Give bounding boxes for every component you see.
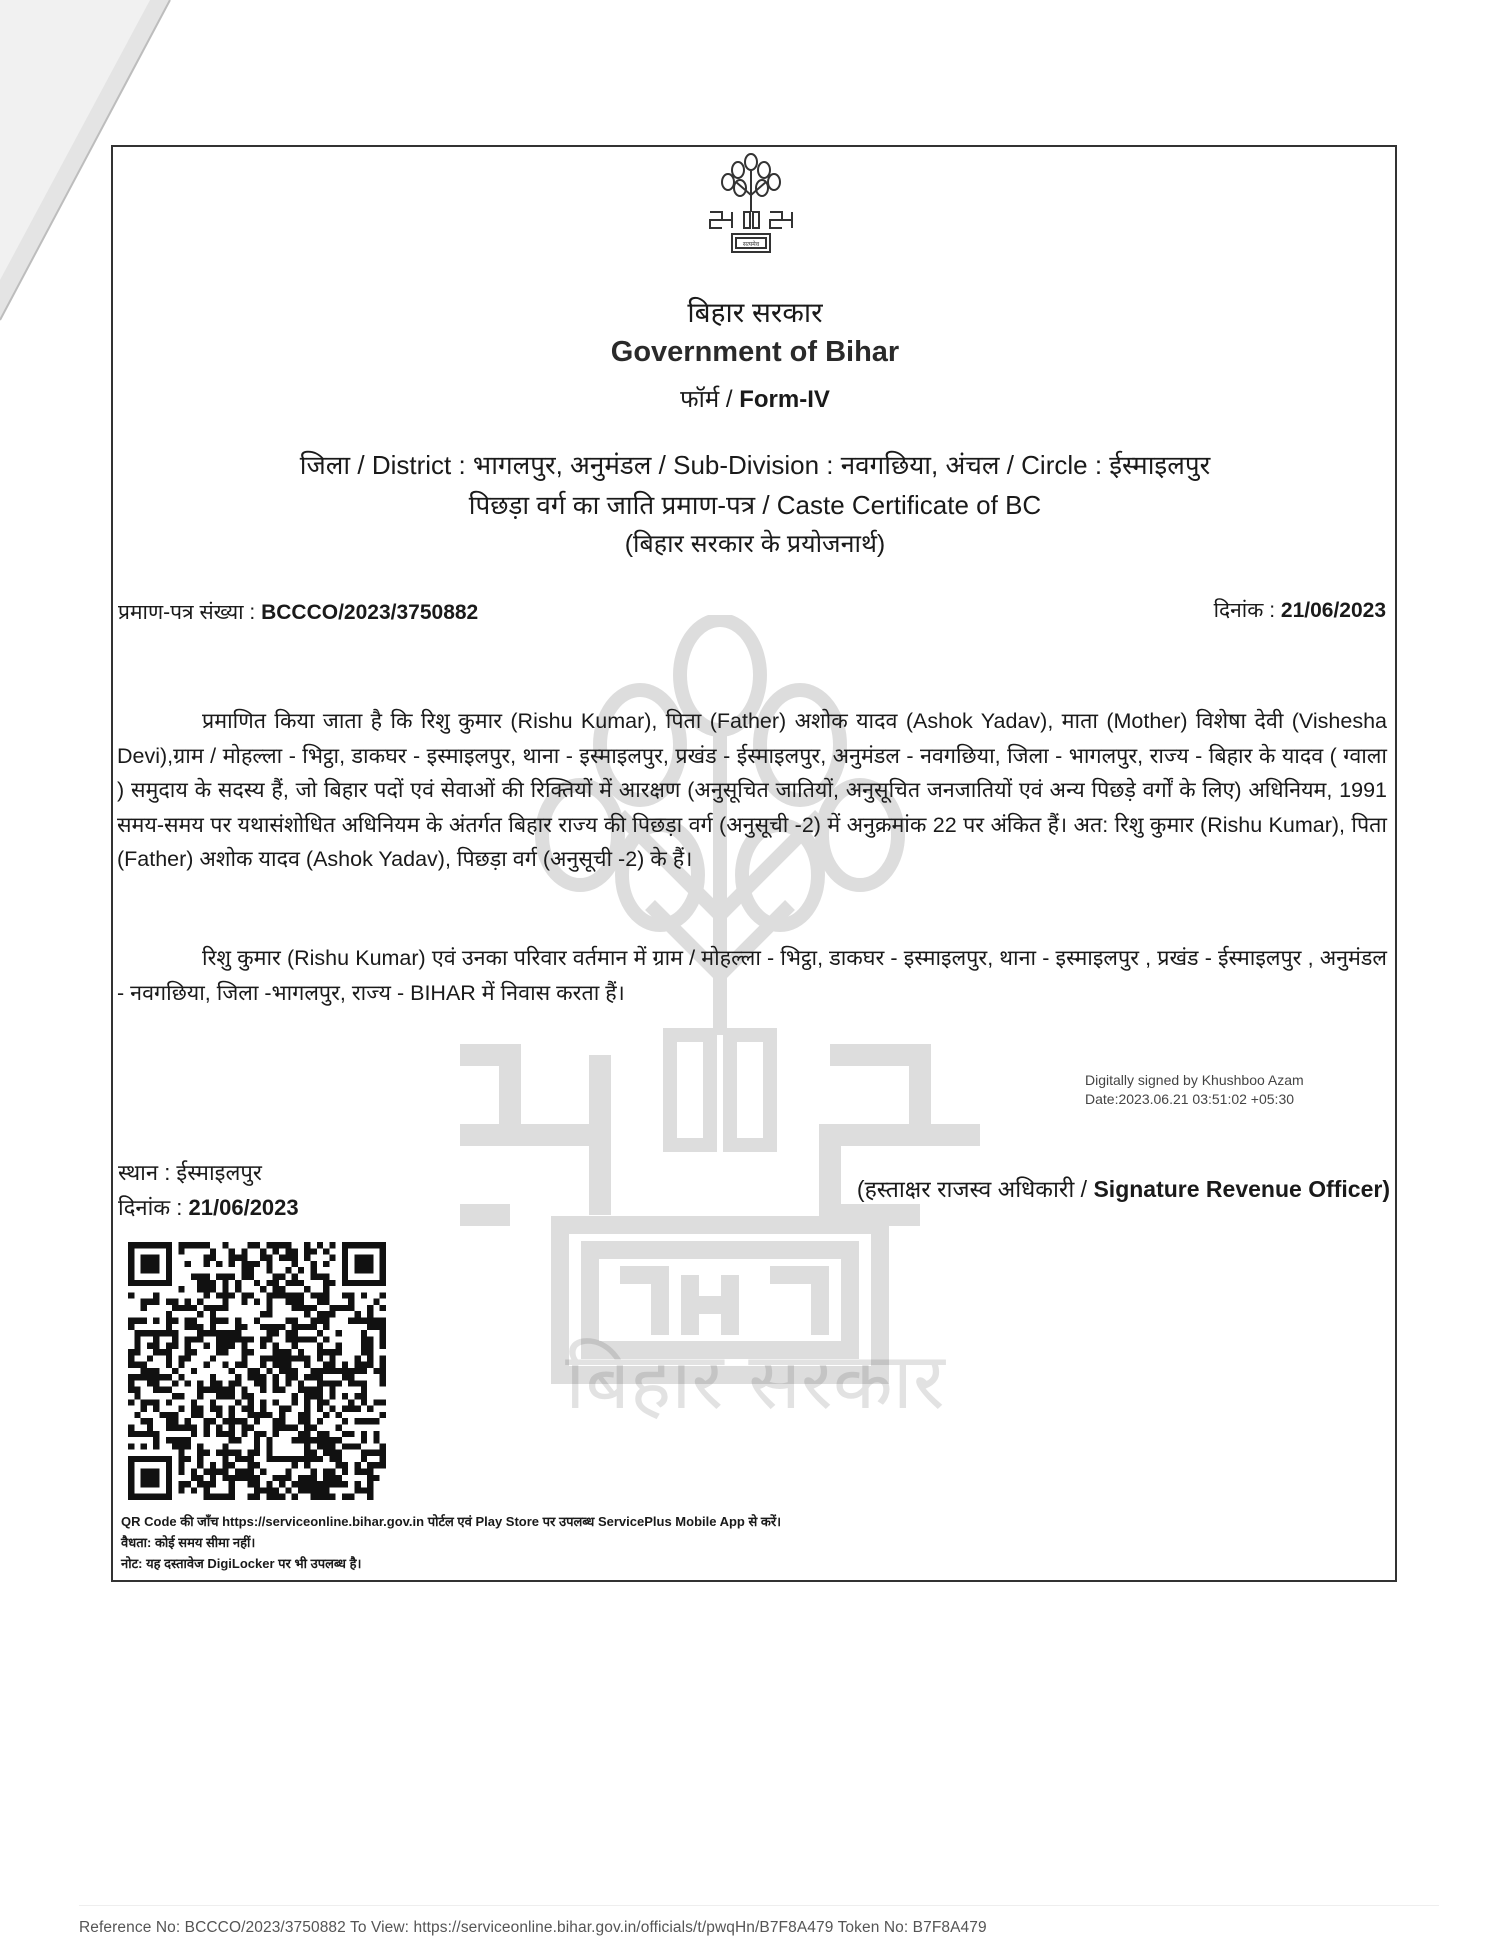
- title-hindi: बिहार सरकार: [687, 297, 823, 328]
- digital-signature-date: Date:2023.06.21 03:51:02 +05:30: [1085, 1091, 1295, 1107]
- signature-label-english: Signature Revenue Officer): [1093, 1176, 1390, 1202]
- form-label: Form-IV: [739, 386, 830, 413]
- signature-label-hindi: (हस्ताक्षर राजस्व अधिकारी /: [856, 1176, 1094, 1202]
- district-line: जिला / District : भागलपुर, अनुमंडल / Sub-Division : नवगछिया, अंचल / Circle : ईस्माइलपुर: [299, 450, 1211, 480]
- bihar-emblem-icon: [696, 150, 806, 260]
- purpose-line: (बिहार सरकार के प्रयोजनार्थ): [624, 530, 886, 558]
- caste-line: पिछड़ा वर्ग का जाति प्रमाण-पत्र / Caste Certificate of BC: [468, 490, 1042, 520]
- issue-date-label: दिनांक :: [118, 1195, 189, 1220]
- place: [118, 1157, 262, 1187]
- watermark-text: बिहार सरकार: [565, 1337, 945, 1427]
- title-english: Government of Bihar: [610, 336, 900, 368]
- place-label: स्थान :: [118, 1160, 177, 1185]
- place-value: ईस्माइलपुर: [176, 1160, 262, 1185]
- issue-date: [118, 1192, 299, 1222]
- reference-line: Reference No: BCCCO/2023/3750882 To View: https://serviceonline.bihar.gov.in/officials/t/pwqHn/B7F8A479 Token No: B7F8A479: [79, 1919, 987, 1936]
- certificate-date-value: 21/06/2023: [1280, 599, 1386, 622]
- certificate-date: [1214, 596, 1386, 624]
- certificate-number: [118, 598, 478, 626]
- digilocker-note: नोट: यह दस्तावेज DigiLocker पर भी उपलब्ध है।: [121, 1556, 362, 1571]
- body-paragraph-2: रिशु कुमार (Rishu Kumar) एवं उनका परिवार वर्तमान में ग्राम / मोहल्ला - भिट्ठा, डाकघर - इस्माइलपुर, थाना - इस्माइलपुर , प्रखंड - ईस्माइलपुर , अनुमंडल - नवगछिया, जिला -भागलपुर, राज्य - BIHAR में निवास करता हैं।: [117, 946, 1387, 1005]
- body-paragraph-1: प्रमाणित किया जाता है कि रिशु कुमार (Rishu Kumar), पिता (Father) अशोक यादव (Ashok Yadav), माता (Mother) विशेषा देवी (Vishesha Devi),ग्राम / मोहल्ला - भिट्ठा, डाकघर - इस्माइलपुर, थाना - इस्माइलपुर, प्रखंड - ईस्माइलपुर, अनुमंडल - नवगछिया, जिला - भागलपुर, राज्य - बिहार के यादव ( ग्वाला ) समुदाय के सदस्य हैं, जो बिहार पदों एवं सेवाओं की रिक्तियों में आरक्षण (अनुसूचित जातियों, अनुसूचित जनजातियों एवं अन्य पिछड़े वर्गों के लिए) अधिनियम, 1991 समय-समय पर यथासंशोधित अधिनियम के अंतर्गत बिहार राज्य की पिछड़ा वर्ग (अनुसूची -2) में अनुक्रमांक 22 पर अंकित हैं। अत: रिशु कुमार (Rishu Kumar), पिता (Father) अशोक यादव (Ashok Yadav), पिछड़ा वर्ग (अनुसूची -2) के हैं।: [117, 709, 1387, 871]
- signature-label: [857, 1172, 1390, 1204]
- qr-note: QR Code की जाँच https://serviceonline.bihar.gov.in पोर्टल एवं Play Store पर उपलब्ध ServicePlus Mobile App से करें।: [121, 1514, 782, 1529]
- form-hindi: फॉर्म /: [680, 386, 740, 413]
- divider: [79, 1905, 1439, 1906]
- validity-note: वैधता: कोई समय सीमा नहीं।: [121, 1535, 256, 1550]
- digital-signature: [1085, 1071, 1304, 1109]
- certificate-date-label: दिनांक :: [1213, 599, 1281, 622]
- issue-date-value: 21/06/2023: [188, 1195, 299, 1220]
- certificate-number-label: प्रमाण-पत्र संख्या :: [118, 601, 262, 624]
- certificate-number-value: BCCCO/2023/3750882: [261, 601, 479, 624]
- emblem-caption: सत्यमेव: [742, 241, 760, 248]
- qr-code-icon[interactable]: [128, 1242, 386, 1500]
- digital-signature-name: Digitally signed by Khushboo Azam: [1085, 1072, 1304, 1088]
- form-number: [150, 382, 1360, 415]
